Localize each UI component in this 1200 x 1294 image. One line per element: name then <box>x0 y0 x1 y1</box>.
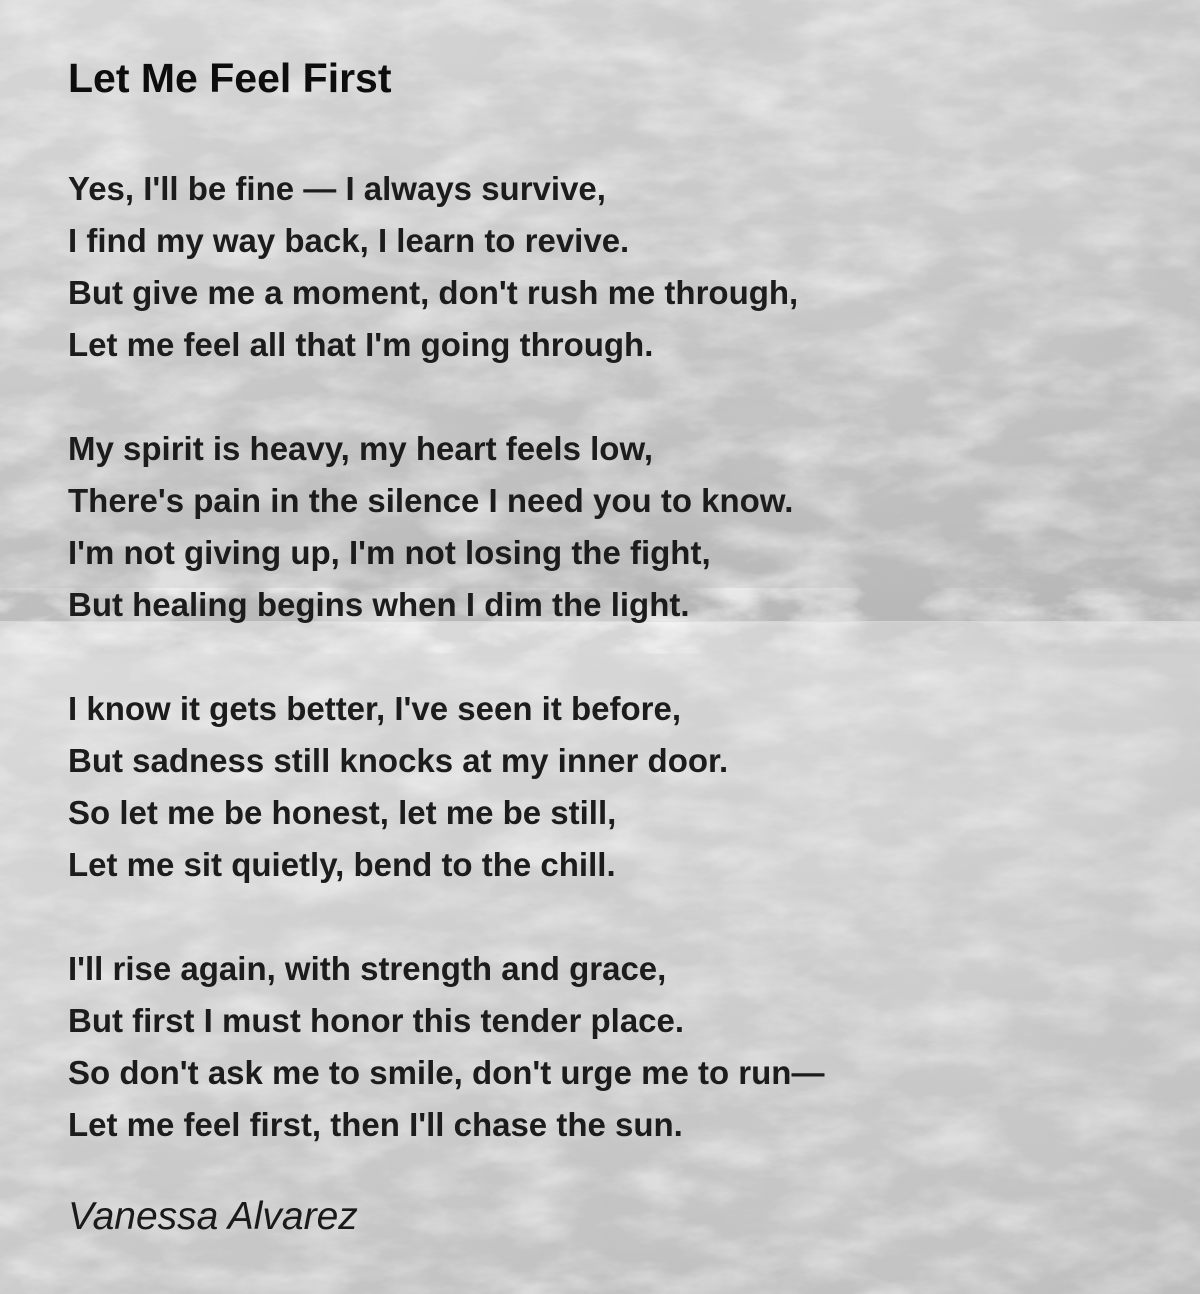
stanza-2 <box>68 423 1168 631</box>
stanza-4 <box>68 943 1168 1151</box>
poem-line: But healing begins when I dim the light. <box>68 586 690 623</box>
stanza-3 <box>68 683 1168 891</box>
poem-line: I'll rise again, with strength and grace, <box>68 950 667 987</box>
poem-line: Let me feel all that I'm going through. <box>68 326 654 363</box>
poem-author: Vanessa Alvarez <box>68 1195 358 1238</box>
poem-line: So let me be honest, let me be still, <box>68 794 617 831</box>
poem-line: There's pain in the silence I need you to know. <box>68 482 794 519</box>
poem-line: But give me a moment, don't rush me through, <box>68 274 799 311</box>
poem-line: But first I must honor this tender place. <box>68 1002 685 1039</box>
poem-body <box>68 163 1168 1203</box>
stanza-1 <box>68 163 1168 371</box>
poem-line: Let me sit quietly, bend to the chill. <box>68 846 616 883</box>
poem-title: Let Me Feel First <box>68 55 392 101</box>
poem-line: But sadness still knocks at my inner door. <box>68 742 729 779</box>
poem-line: Yes, I'll be fine — I always survive, <box>68 170 606 207</box>
poem-line: My spirit is heavy, my heart feels low, <box>68 430 654 467</box>
poem-line: I know it gets better, I've seen it before, <box>68 690 682 727</box>
poem-line: I find my way back, I learn to revive. <box>68 222 630 259</box>
poem-line: So don't ask me to smile, don't urge me to run— <box>68 1054 825 1091</box>
poem-line: I'm not giving up, I'm not losing the fight, <box>68 534 711 571</box>
poem-line: Let me feel first, then I'll chase the sun. <box>68 1106 683 1143</box>
